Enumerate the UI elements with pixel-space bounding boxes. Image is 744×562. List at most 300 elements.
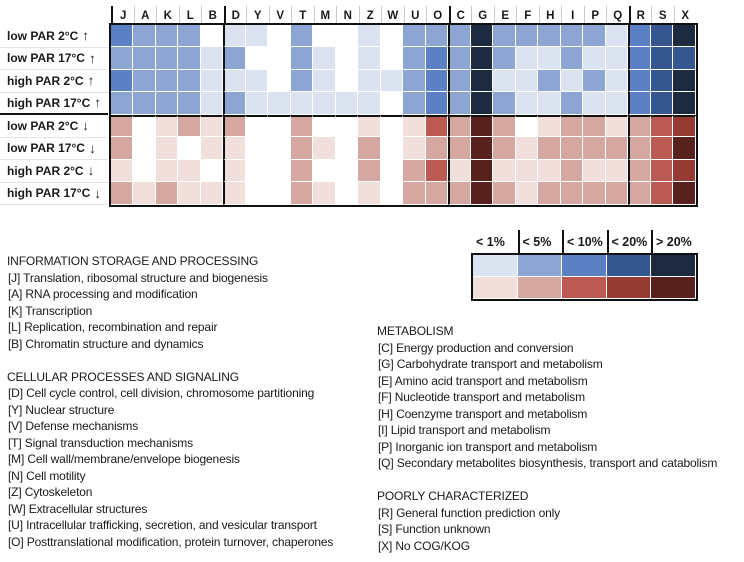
heatmap-cell-E-row2: [493, 47, 516, 70]
heatmap-cell-F-row6: [516, 137, 539, 160]
heatmap-cell-A-row8: [133, 182, 156, 205]
heatmap-cell-W-row8: [381, 182, 404, 205]
category-item: [O] Posttranslational modification, protein turnover, chaperones: [8, 534, 334, 549]
heatmap-cell-F-row5: [516, 115, 539, 138]
up-arrow-icon: ↑: [94, 95, 101, 111]
heatmap-cell-G-row8: [471, 182, 494, 205]
heatmap-cell-I-row8: [561, 182, 584, 205]
heatmap-cell-B-row4: [201, 92, 224, 115]
legend-swatch-up-5: [651, 255, 696, 277]
heatmap-cell-I-row5: [561, 115, 584, 138]
heatmap-cell-D-row4: [223, 92, 246, 115]
heatmap-cell-T-row8: [291, 182, 314, 205]
heatmap-cell-M-row3: [313, 70, 336, 93]
heatmap-grid-border: [109, 23, 698, 207]
heatmap-cell-B-row3: [201, 70, 224, 93]
column-header-G: G: [471, 6, 494, 23]
heatmap-cell-Y-row6: [246, 137, 269, 160]
heatmap-cell-O-row1: [426, 25, 449, 48]
heatmap-cell-N-row1: [336, 25, 359, 48]
heatmap-cell-S-row2: [651, 47, 674, 70]
heatmap-cell-Q-row4: [606, 92, 629, 115]
legend-swatch-up-4: [607, 255, 652, 277]
legend-swatch-down-5: [651, 277, 696, 299]
heatmap-cell-O-row8: [426, 182, 449, 205]
legend-swatch-up-3: [562, 255, 607, 277]
category-list-left: [7, 253, 333, 550]
heatmap-cell-N-row5: [336, 115, 359, 138]
heatmap-cell-R-row1: [628, 25, 651, 48]
heatmap-cell-Y-row2: [246, 47, 269, 70]
heatmap-cell-G-row5: [471, 115, 494, 138]
heatmap-cell-J-row4: [111, 92, 134, 115]
heatmap-cell-Z-row4: [358, 92, 381, 115]
legend-swatch-down-1: [473, 277, 518, 299]
up-arrow-icon: ↑: [88, 50, 96, 66]
column-header-O: O: [426, 6, 449, 23]
category-item: [I] Lipid transport and metabolism: [378, 423, 551, 437]
heatmap-cell-F-row2: [516, 47, 539, 70]
heatmap-cell-M-row2: [313, 47, 336, 70]
heatmap-cell-B-row8: [201, 182, 224, 205]
heatmap-cell-D-row5: [223, 115, 246, 138]
heatmap-cell-W-row4: [381, 92, 404, 115]
heatmap-cell-Q-row6: [606, 137, 629, 160]
column-header-Q: Q: [606, 6, 629, 23]
heatmap-cell-W-row6: [381, 137, 404, 160]
heatmap-cell-D-row2: [223, 47, 246, 70]
up-arrow-icon: ↑: [82, 28, 89, 44]
heatmap-cell-R-row4: [628, 92, 651, 115]
heatmap-cell-G-row3: [471, 70, 494, 93]
heatmap-cell-L-row8: [178, 182, 201, 205]
heatmap-cell-O-row2: [426, 47, 449, 70]
heatmap-cell-Z-row6: [358, 137, 381, 160]
heatmap-cell-X-row7: [673, 160, 696, 183]
category-item: [W] Extracellular structures: [8, 501, 148, 516]
category-item: [G] Carbohydrate transport and metabolism: [378, 357, 603, 371]
heatmap-cell-B-row5: [201, 115, 224, 138]
category-item: [J] Translation, ribosomal structure and biogenesis: [8, 270, 268, 285]
column-header-U: U: [404, 6, 427, 23]
heatmap-cell-U-row6: [403, 137, 426, 160]
heatmap-cell-D-row3: [223, 70, 246, 93]
heatmap-cell-C-row5: [448, 115, 471, 138]
heatmap-cell-O-row7: [426, 160, 449, 183]
row-label-text: low PAR 17°C: [7, 141, 85, 156]
category-item: [R] General function prediction only: [378, 505, 561, 520]
heatmap-cell-O-row3: [426, 70, 449, 93]
category-section: [7, 369, 333, 551]
heatmap-cell-O-row5: [426, 115, 449, 138]
heatmap-column-headers: [111, 6, 696, 23]
heatmap-cell-I-row4: [561, 92, 584, 115]
heatmap-cell-X-row8: [673, 182, 696, 205]
heatmap-cell-L-row2: [178, 47, 201, 70]
category-section-header: INFORMATION STORAGE AND PROCESSING: [7, 254, 259, 268]
heatmap-cell-Y-row5: [246, 115, 269, 138]
heatmap-cell-E-row4: [493, 92, 516, 115]
legend-label-4: < 20%: [607, 230, 652, 253]
heatmap-cell-J-row7: [111, 160, 134, 183]
heatmap-cell-Q-row1: [606, 25, 629, 48]
column-header-M: M: [314, 6, 337, 23]
heatmap-cell-N-row7: [336, 160, 359, 183]
column-header-T: T: [291, 6, 314, 23]
category-item: [X] No COG/KOG: [378, 538, 470, 553]
heatmap-cell-Q-row8: [606, 182, 629, 205]
heatmap-cell-M-row8: [313, 182, 336, 205]
row-label-text: high PAR 2°C: [7, 163, 84, 178]
heatmap-cell-V-row3: [268, 70, 291, 93]
category-section-header: POORLY CHARACTERIZED: [377, 489, 529, 503]
heatmap-cell-U-row8: [403, 182, 426, 205]
heatmap-cell-U-row2: [403, 47, 426, 70]
column-header-Y: Y: [246, 6, 269, 23]
heatmap-cell-C-row4: [448, 92, 471, 115]
heatmap-cell-H-row2: [538, 47, 561, 70]
heatmap-cell-K-row7: [156, 160, 179, 183]
heatmap-cell-F-row4: [516, 92, 539, 115]
column-header-B: B: [201, 6, 224, 23]
row-label-high-par-2-c-up: [0, 70, 108, 93]
heatmap-cell-L-row3: [178, 70, 201, 93]
category-list-right: [377, 323, 717, 554]
column-header-J: J: [111, 6, 134, 23]
heatmap-row-labels: [0, 25, 108, 205]
heatmap-cell-S-row7: [651, 160, 674, 183]
column-header-L: L: [179, 6, 202, 23]
heatmap-cell-Z-row3: [358, 70, 381, 93]
category-item: [H] Coenzyme transport and metabolism: [378, 406, 588, 421]
heatmap-cell-C-row1: [448, 25, 471, 48]
column-header-W: W: [381, 6, 404, 23]
down-arrow-icon: ↓: [87, 163, 95, 179]
row-label-low-par-17-c-up: [0, 48, 108, 71]
column-header-S: S: [651, 6, 674, 23]
heatmap-cell-N-row3: [336, 70, 359, 93]
heatmap-cell-R-row3: [628, 70, 651, 93]
heatmap-cell-A-row7: [133, 160, 156, 183]
heatmap-cell-K-row2: [156, 47, 179, 70]
heatmap-cell-B-row6: [201, 137, 224, 160]
heatmap-cell-J-row1: [111, 25, 134, 48]
row-label-low-par-2-c-down: [0, 115, 108, 138]
heatmap-cell-O-row6: [426, 137, 449, 160]
heatmap-cell-Q-row5: [606, 115, 629, 138]
heatmap-cell-Z-row7: [358, 160, 381, 183]
category-item: [Z] Cytoskeleton: [8, 485, 93, 499]
heatmap-cell-I-row3: [561, 70, 584, 93]
row-label-text: high PAR 17°C: [7, 186, 91, 201]
column-header-R: R: [629, 6, 652, 23]
category-item: [F] Nucleotide transport and metabolism: [378, 390, 585, 404]
heatmap-cell-R-row6: [628, 137, 651, 160]
heatmap-cell-M-row6: [313, 137, 336, 160]
column-header-E: E: [494, 6, 517, 23]
legend-swatches: [471, 253, 698, 301]
heatmap-cell-R-row8: [628, 182, 651, 205]
heatmap-cell-Q-row2: [606, 47, 629, 70]
heatmap-cell-U-row4: [403, 92, 426, 115]
heatmap-cell-P-row1: [583, 25, 606, 48]
heatmap-cell-X-row4: [673, 92, 696, 115]
heatmap-cell-X-row6: [673, 137, 696, 160]
heatmap-cell-A-row3: [133, 70, 156, 93]
heatmap-cell-D-row1: [223, 25, 246, 48]
heatmap-cell-A-row2: [133, 47, 156, 70]
legend-swatch-down-3: [562, 277, 607, 299]
heatmap-cell-V-row5: [268, 115, 291, 138]
heatmap-cell-U-row1: [403, 25, 426, 48]
category-item: [C] Energy production and conversion: [378, 340, 574, 355]
heatmap-cell-W-row7: [381, 160, 404, 183]
heatmap-cell-X-row2: [673, 47, 696, 70]
heatmap-cell-E-row6: [493, 137, 516, 160]
row-label-high-par-2-c-down: [0, 160, 108, 183]
heatmap-cell-H-row1: [538, 25, 561, 48]
column-header-K: K: [156, 6, 179, 23]
heatmap-cell-K-row5: [156, 115, 179, 138]
heatmap-cell-T-row2: [291, 47, 314, 70]
category-section: [7, 253, 333, 352]
heatmap-cell-J-row3: [111, 70, 134, 93]
heatmap-cell-P-row2: [583, 47, 606, 70]
column-header-I: I: [561, 6, 584, 23]
heatmap-cell-D-row8: [223, 182, 246, 205]
heatmap-cell-Y-row7: [246, 160, 269, 183]
heatmap-cell-V-row6: [268, 137, 291, 160]
heatmap-cell-O-row4: [426, 92, 449, 115]
heatmap-cell-X-row3: [673, 70, 696, 93]
heatmap-cell-K-row1: [156, 25, 179, 48]
category-item: [E] Amino acid transport and metabolism: [378, 373, 588, 388]
heatmap-cell-E-row1: [493, 25, 516, 48]
heatmap-cell-T-row6: [291, 137, 314, 160]
heatmap-cell-J-row8: [111, 182, 134, 205]
category-item: [A] RNA processing and modification: [8, 287, 198, 301]
heatmap-cell-C-row7: [448, 160, 471, 183]
category-item: [Y] Nuclear structure: [8, 402, 115, 417]
down-arrow-icon: ↓: [94, 185, 101, 201]
heatmap-cell-E-row8: [493, 182, 516, 205]
heatmap-cell-K-row8: [156, 182, 179, 205]
heatmap-cell-S-row3: [651, 70, 674, 93]
heatmap-cell-A-row4: [133, 92, 156, 115]
category-item: [N] Cell motility: [8, 468, 86, 483]
heatmap-cell-T-row5: [291, 115, 314, 138]
heatmap-cell-H-row6: [538, 137, 561, 160]
heatmap-cell-G-row2: [471, 47, 494, 70]
column-header-D: D: [224, 6, 247, 23]
heatmap-cell-J-row2: [111, 47, 134, 70]
heatmap-cell-V-row4: [268, 92, 291, 115]
category-section: [377, 323, 717, 472]
column-header-P: P: [584, 6, 607, 23]
heatmap-cell-H-row5: [538, 115, 561, 138]
heatmap-cell-H-row7: [538, 160, 561, 183]
heatmap-cell-C-row8: [448, 182, 471, 205]
heatmap-cell-G-row6: [471, 137, 494, 160]
column-header-N: N: [336, 6, 359, 23]
heatmap-cell-S-row5: [651, 115, 674, 138]
heatmap-cell-P-row3: [583, 70, 606, 93]
heatmap-cell-Y-row1: [246, 25, 269, 48]
heatmap-cell-D-row7: [223, 160, 246, 183]
heatmap-cell-V-row2: [268, 47, 291, 70]
heatmap-cell-K-row4: [156, 92, 179, 115]
heatmap-cell-M-row5: [313, 115, 336, 138]
heatmap-cell-N-row6: [336, 137, 359, 160]
heatmap-cell-C-row3: [448, 70, 471, 93]
heatmap-cell-L-row7: [178, 160, 201, 183]
heatmap-cell-Y-row4: [246, 92, 269, 115]
category-item: [V] Defense mechanisms: [8, 419, 139, 433]
heatmap-cell-F-row7: [516, 160, 539, 183]
heatmap-cell-C-row2: [448, 47, 471, 70]
heatmap-cell-H-row3: [538, 70, 561, 93]
heatmap-cell-W-row2: [381, 47, 404, 70]
heatmap-cell-W-row3: [381, 70, 404, 93]
heatmap-cell-I-row7: [561, 160, 584, 183]
heatmap-cell-P-row5: [583, 115, 606, 138]
heatmap-cell-U-row7: [403, 160, 426, 183]
heatmap-cell-F-row3: [516, 70, 539, 93]
heatmap-cell-W-row1: [381, 25, 404, 48]
heatmap-cell-S-row6: [651, 137, 674, 160]
heatmap-cell-E-row7: [493, 160, 516, 183]
category-item: [U] Intracellular trafficking, secretion, and vesicular transport: [8, 518, 317, 532]
legend-swatch-up-1: [473, 255, 518, 277]
heatmap-cell-P-row4: [583, 92, 606, 115]
heatmap-cell-Q-row7: [606, 160, 629, 183]
heatmap-cell-G-row4: [471, 92, 494, 115]
heatmap-cell-M-row4: [313, 92, 336, 115]
category-section-header: CELLULAR PROCESSES AND SIGNALING: [7, 369, 239, 384]
heatmap-cell-Q-row3: [606, 70, 629, 93]
legend-swatch-down-4: [607, 277, 652, 299]
heatmap-cell-B-row1: [201, 25, 224, 48]
heatmap-cell-S-row8: [651, 182, 674, 205]
heatmap-cell-S-row4: [651, 92, 674, 115]
heatmap-cell-L-row6: [178, 137, 201, 160]
heatmap-cell-U-row5: [403, 115, 426, 138]
heatmap-cell-E-row3: [493, 70, 516, 93]
heatmap-cell-A-row6: [133, 137, 156, 160]
heatmap-cell-X-row1: [673, 25, 696, 48]
heatmap-cell-R-row2: [628, 47, 651, 70]
legend-label-5: > 20%: [651, 230, 696, 253]
category-item: [D] Cell cycle control, cell division, chromosome partitioning: [8, 386, 315, 400]
column-header-C: C: [449, 6, 472, 23]
heatmap-cell-I-row6: [561, 137, 584, 160]
category-item: [B] Chromatin structure and dynamics: [8, 336, 204, 351]
heatmap-cell-V-row7: [268, 160, 291, 183]
heatmap-cell-W-row5: [381, 115, 404, 138]
row-label-high-par-17-c-down: [0, 183, 108, 206]
heatmap-cell-Y-row3: [246, 70, 269, 93]
heatmap-cell-L-row5: [178, 115, 201, 138]
heatmap-cell-Z-row8: [358, 182, 381, 205]
column-header-F: F: [516, 6, 539, 23]
heatmap-cell-X-row5: [673, 115, 696, 138]
heatmap-cell-P-row8: [583, 182, 606, 205]
heatmap-cell-R-row7: [628, 160, 651, 183]
category-item: [S] Function unknown: [378, 522, 491, 536]
heatmap-cell-I-row2: [561, 47, 584, 70]
category-item: [T] Signal transduction mechanisms: [8, 435, 193, 450]
heatmap-cell-L-row1: [178, 25, 201, 48]
heatmap-cell-A-row5: [133, 115, 156, 138]
category-item: [K] Transcription: [8, 303, 93, 318]
heatmap-cell-G-row7: [471, 160, 494, 183]
column-header-A: A: [134, 6, 157, 23]
heatmap-cell-Z-row2: [358, 47, 381, 70]
heatmap-cell-C-row6: [448, 137, 471, 160]
column-header-Z: Z: [359, 6, 382, 23]
legend-bin-labels: [473, 230, 696, 253]
row-label-text: low PAR 17°C: [7, 51, 85, 66]
heatmap-cell-A-row1: [133, 25, 156, 48]
legend-label-2: < 5%: [518, 230, 563, 253]
heatmap-cell-Y-row8: [246, 182, 269, 205]
category-item: [Q] Secondary metabolites biosynthesis, transport and catabolism: [378, 456, 718, 470]
heatmap-cell-B-row2: [201, 47, 224, 70]
heatmap-cell-G-row1: [471, 25, 494, 48]
category-item: [P] Inorganic ion transport and metabolism: [378, 439, 598, 454]
heatmap-cell-Z-row1: [358, 25, 381, 48]
heatmap-cell-M-row7: [313, 160, 336, 183]
row-label-text: low PAR 2°C: [7, 118, 79, 133]
column-header-V: V: [269, 6, 292, 23]
heatmap-cell-K-row6: [156, 137, 179, 160]
category-item: [M] Cell wall/membrane/envelope biogenesis: [8, 452, 240, 466]
row-label-text: low PAR 2°C: [7, 28, 79, 43]
heatmap-cell-P-row7: [583, 160, 606, 183]
down-arrow-icon: ↓: [82, 118, 89, 134]
legend-label-3: < 10%: [562, 230, 607, 253]
row-label-text: high PAR 17°C: [7, 95, 91, 110]
heatmap-cell-P-row6: [583, 137, 606, 160]
row-label-text: high PAR 2°C: [7, 73, 84, 88]
heatmap-cell-M-row1: [313, 25, 336, 48]
column-header-H: H: [539, 6, 562, 23]
heatmap-cell-I-row1: [561, 25, 584, 48]
category-item: [L] Replication, recombination and repair: [8, 320, 218, 334]
heatmap-cell-H-row8: [538, 182, 561, 205]
heatmap-cell-L-row4: [178, 92, 201, 115]
row-label-high-par-17-c-up: [0, 93, 108, 116]
heatmap-cell-H-row4: [538, 92, 561, 115]
row-label-low-par-2-c-up: [0, 25, 108, 48]
heatmap-cell-J-row6: [111, 137, 134, 160]
heatmap-cell-V-row1: [268, 25, 291, 48]
heatmap-cell-N-row2: [336, 47, 359, 70]
heatmap-cell-F-row8: [516, 182, 539, 205]
heatmap-grid: [111, 25, 696, 205]
heatmap-cell-Z-row5: [358, 115, 381, 138]
heatmap-cell-T-row4: [291, 92, 314, 115]
heatmap-cell-T-row1: [291, 25, 314, 48]
heatmap-cell-N-row8: [336, 182, 359, 205]
legend-swatch-down-2: [518, 277, 563, 299]
heatmap-cell-U-row3: [403, 70, 426, 93]
heatmap-cell-S-row1: [651, 25, 674, 48]
category-section: [377, 488, 717, 554]
row-label-low-par-17-c-down: [0, 138, 108, 161]
down-arrow-icon: ↓: [88, 140, 96, 156]
heatmap-cell-D-row6: [223, 137, 246, 160]
